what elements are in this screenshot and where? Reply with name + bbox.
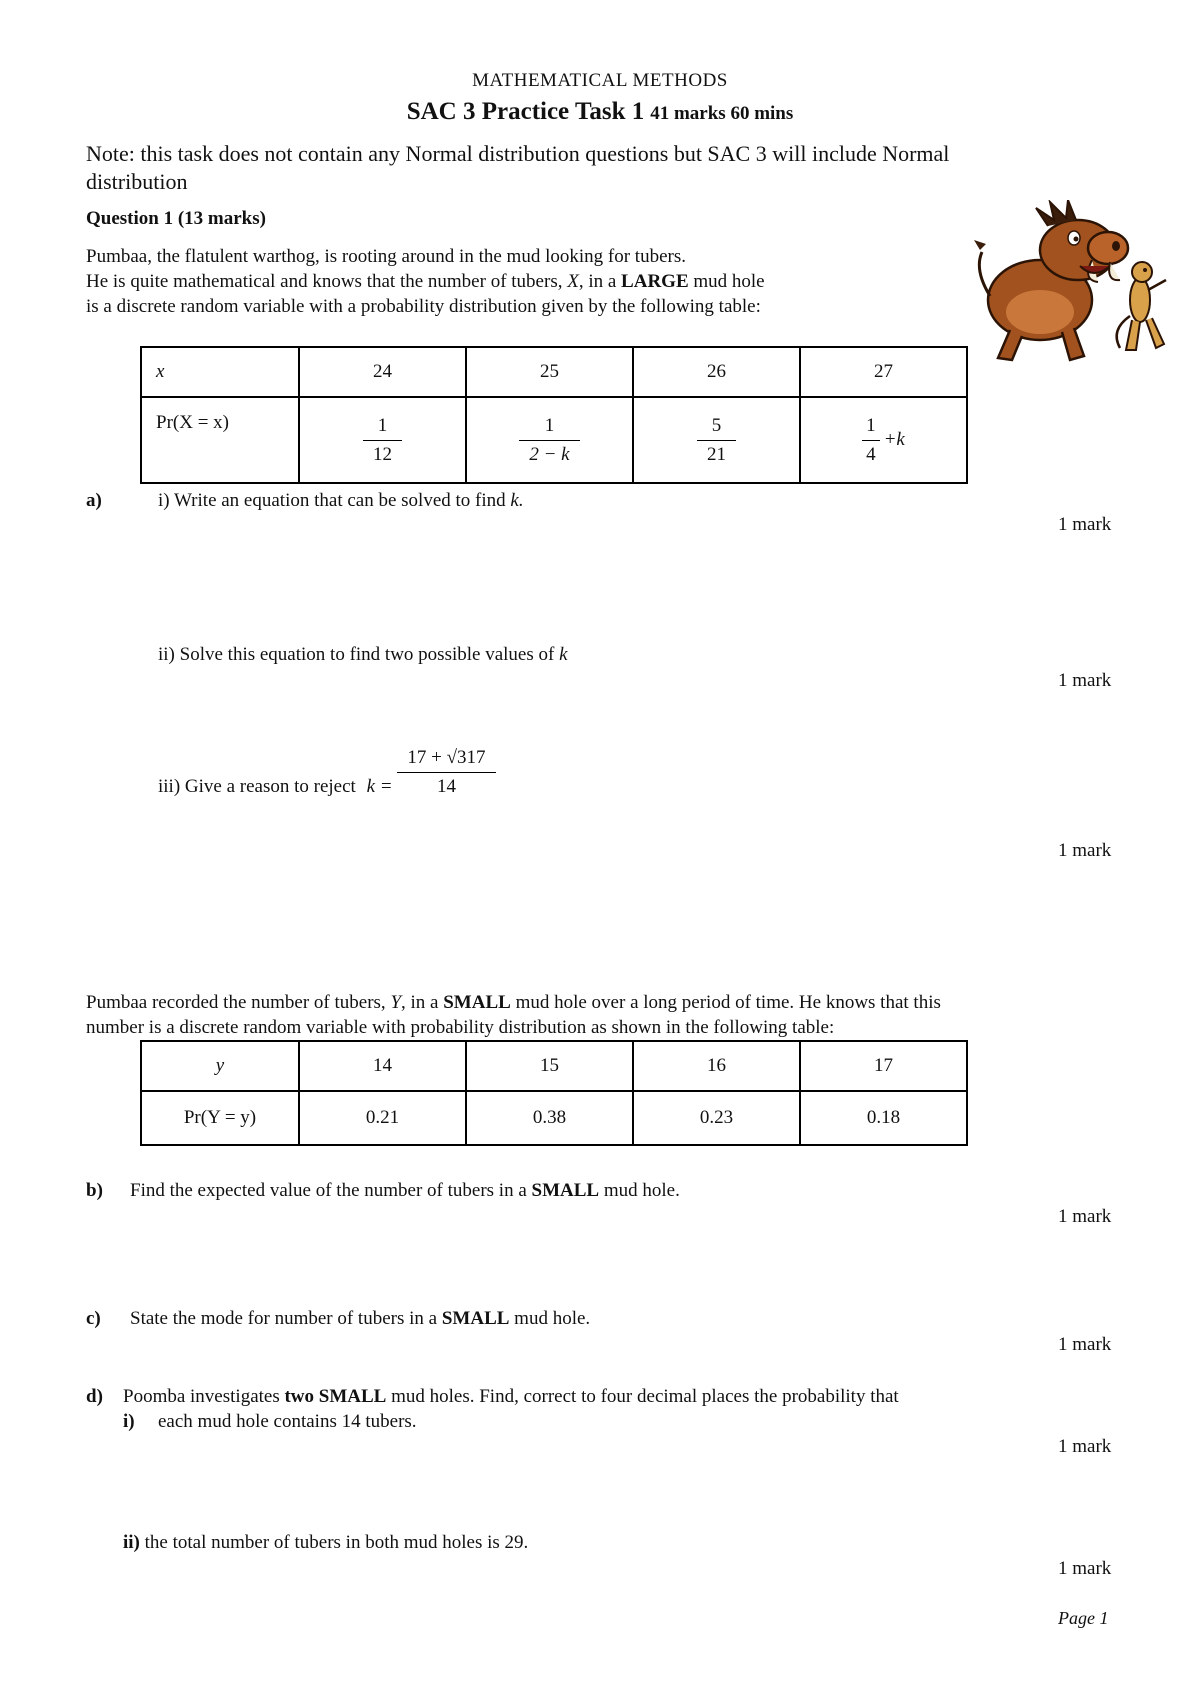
intro-bold: SMALL: [443, 992, 511, 1013]
frac-num: 1: [519, 412, 579, 441]
frac-extra: +k: [883, 429, 905, 450]
intro-text: , in a: [401, 992, 439, 1013]
part-a-i-text: [158, 490, 524, 512]
part-b-text: [130, 1180, 680, 1202]
distribution-table-y: [140, 1040, 968, 1146]
mark-a-iii: 1 mark: [1058, 840, 1112, 861]
part-b-bold: SMALL: [531, 1180, 600, 1201]
small-intro-line-1: [86, 990, 941, 1015]
table-x-value: 27: [800, 347, 967, 397]
table-x-prob: [633, 397, 800, 483]
mark-b: 1 mark: [1058, 1206, 1112, 1227]
table-y-prob: 0.21: [299, 1091, 466, 1145]
part-c-question: State the mode for number of tubers in a: [130, 1308, 438, 1329]
table-y-prob: 0.38: [466, 1091, 633, 1145]
mark-c: 1 mark: [1058, 1334, 1112, 1355]
table-x-value: 24: [299, 347, 466, 397]
part-d-ii-text: the total number of tubers in both mud holes is 29.: [144, 1532, 529, 1553]
frac-num: 17 + √317: [397, 744, 495, 773]
table-x-value: 26: [633, 347, 800, 397]
table-x-prob-label: Pr(X = x): [141, 397, 299, 483]
part-d-text: [123, 1386, 899, 1408]
table-x-prob: [299, 397, 466, 483]
frac-num: 1: [363, 412, 402, 441]
mark-d-ii: 1 mark: [1058, 1558, 1112, 1579]
part-d-ii-label: ii): [123, 1532, 140, 1553]
part-b-question: mud hole.: [603, 1180, 680, 1201]
part-a-ii-text: [158, 644, 568, 666]
question-1-heading: Question 1 (13 marks): [86, 208, 266, 229]
frac-den: 2 − k: [529, 443, 570, 465]
note-text: Note: this task does not contain any Normal distribution questions but SAC 3 will include Normal distribution: [86, 141, 950, 194]
table-x-prob: [800, 397, 967, 483]
table-y-header-label: y: [141, 1041, 299, 1091]
distribution-table-x: [140, 346, 968, 484]
part-d-label: d): [86, 1386, 103, 1407]
part-d-i-text: each mud hole contains 14 tubers.: [158, 1411, 417, 1432]
intro-text: mud hole: [693, 271, 765, 292]
part-c-bold: SMALL: [441, 1308, 510, 1329]
intro-text: He is quite mathematical and knows that the number of tubers,: [86, 271, 563, 292]
task-title: [0, 98, 1200, 126]
table-x-header-label: x: [141, 347, 299, 397]
q1-intro-line-2: [86, 269, 765, 294]
part-a-i-var: k.: [510, 490, 524, 511]
part-c-text: [130, 1308, 590, 1330]
part-a-ii-var: k: [559, 644, 568, 665]
part-a-i-question: i) Write an equation that can be solved to find: [158, 490, 506, 511]
mark-a-ii: 1 mark: [1058, 670, 1112, 691]
part-a-ii-question: ii) Solve this equation to find two possible values of: [158, 644, 555, 665]
table-x-value: 25: [466, 347, 633, 397]
frac-den: 14: [436, 776, 456, 797]
mark-a-i: 1 mark: [1058, 514, 1112, 535]
q1-intro-line-1: Pumbaa, the flatulent warthog, is rooting around in the mud looking for tubers.: [86, 246, 686, 267]
table-y-value: 14: [299, 1041, 466, 1091]
frac-den: 12: [373, 443, 392, 465]
frac-den: 21: [707, 443, 726, 465]
table-y-value: 16: [633, 1041, 800, 1091]
frac-num: 5: [697, 412, 736, 441]
part-d-question: Poomba investigates: [123, 1386, 280, 1407]
part-a-iii-lhs: k =: [366, 775, 393, 797]
task-title-main: SAC 3 Practice Task 1: [406, 98, 645, 125]
intro-var: X: [567, 271, 579, 292]
course-title: MATHEMATICAL METHODS: [472, 70, 728, 91]
warthog-meerkat-illustration: [970, 200, 1170, 375]
part-b-label: b): [86, 1180, 103, 1201]
intro-text: , in a: [578, 271, 617, 292]
part-d-bold: two SMALL: [284, 1386, 387, 1407]
table-x-prob: [466, 397, 633, 483]
table-y-value: 17: [800, 1041, 967, 1091]
task-title-sub: 41 marks 60 mins: [650, 103, 794, 124]
page-number: Page 1: [1058, 1608, 1109, 1628]
part-d-ii: [123, 1532, 528, 1554]
part-c-question: mud hole.: [514, 1308, 591, 1329]
mark-d-i: 1 mark: [1058, 1436, 1112, 1457]
part-c-label: c): [86, 1308, 101, 1329]
table-y-prob: 0.18: [800, 1091, 967, 1145]
part-b-question: Find the expected value of the number of tubers in a: [130, 1180, 527, 1201]
part-d-question: mud holes. Find, correct to four decimal places the probability that: [391, 1386, 899, 1407]
part-a-iii-text: [158, 747, 496, 801]
part-a-label: a): [86, 490, 102, 511]
q1-intro-line-3: is a discrete random variable with a probability distribution given by the following table:: [86, 296, 761, 317]
intro-bold: LARGE: [621, 271, 689, 292]
table-y-value: 15: [466, 1041, 633, 1091]
intro-var: Y: [390, 992, 402, 1013]
table-y-prob: 0.23: [633, 1091, 800, 1145]
frac-den: 4: [866, 443, 876, 465]
part-d-i-label: i): [123, 1411, 135, 1432]
part-a-iii-question: iii) Give a reason to reject: [158, 775, 356, 797]
table-y-prob-label: Pr(Y = y): [141, 1091, 299, 1145]
intro-text: mud hole over a long period of time. He knows that this: [515, 992, 941, 1013]
frac-num: 1: [862, 412, 880, 441]
small-intro-line-2: number is a discrete random variable with probability distribution as shown in the following table:: [86, 1017, 835, 1038]
intro-text: Pumbaa recorded the number of tubers,: [86, 992, 386, 1013]
